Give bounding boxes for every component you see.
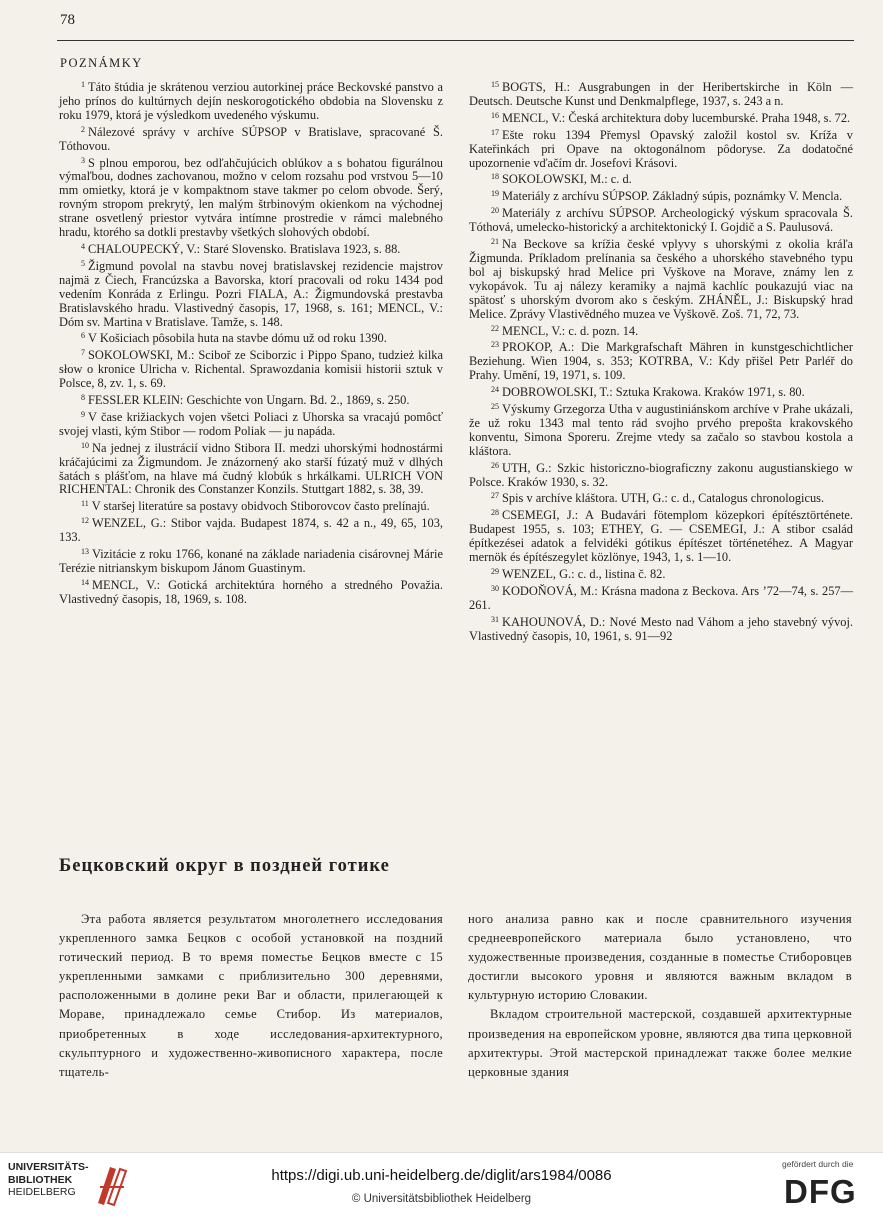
footnote-number: 13	[81, 547, 89, 557]
footnote-number: 3	[81, 155, 85, 165]
footnote-text: Táto štúdia je skrátenou verziou autorkinej práce Beckovské panstvo a jeho prínos do kultúrnych dejín neskorogotického obdobia na Slovensku z roku 1979, ktorá je výsledkom uvedeného výskumu.	[59, 80, 443, 122]
footnote	[469, 322, 853, 339]
footnote-text: CSEMEGI, J.: A Budavári fötemplom közepkori építésztörténete. Budapest 1955, s. 103; ETHEY, G. — CSEMEGI, J.: A stibor család építkezései adatok a felvidéki gótikus építészet történetéhez. A Magyar mernök és építészegylet közlönye, 1943, 1, s. 1—10.	[469, 508, 853, 565]
footnote-number: 14	[81, 577, 89, 587]
dfg-caption: gefördert durch die	[782, 1159, 854, 1169]
footnote-text: CHALOUPECKÝ, V.: Staré Slovensko. Bratislava 1923, s. 88.	[88, 241, 401, 256]
footnote	[469, 400, 853, 459]
footnote	[59, 346, 443, 391]
footnote-text: Žigmund povolal na stavbu novej bratislavskej rezidencie majstrov najmä z Čiech, Francúzska a Bavorska, ktorí pracovali od roku 1434 pod vedením Konráda z Erlingu. Pozri FIALA, A.: Žigmundovská prestavba Bratislavského hradu. Vlastivedný časopis, 17, 1968, s. 161; MENCL, V.: Dóm sv. Martina v Bratislave. Tamže, s. 148.	[59, 258, 443, 329]
article-column-left	[59, 910, 443, 1082]
article-paragraph: ного анализа равно как и после сравнительного изучения среднеевропейского материала было установлено, что художественные произведения, созданные в поместье Стиборовцев достигли высокого уровня и являются важным вкладом в культурную историю Словакии.	[468, 912, 852, 1003]
footnote-text: V Košiciach pôsobila huta na stavbe dómu už od roku 1390.	[88, 331, 387, 346]
footnote	[469, 565, 853, 582]
footnote-text: MENCL, V.: Česká architektura doby lucemburské. Praha 1948, s. 72.	[502, 110, 851, 125]
footnote	[59, 439, 443, 498]
footnote-number: 11	[81, 499, 89, 509]
footnote	[59, 329, 443, 346]
footnote-text: DOBROWOLSKI, T.: Sztuka Krakowa. Kraków 1971, s. 80.	[502, 385, 805, 400]
footnote-text: S plnou emporou, bez odľahčujúcich oblúkov a s bohatou figurálnou výmaľbou, dodnes zachovanou, možno v celom rozsahu pod vrstvou 5—10 mm omietky, ktorá je v kompaktnom stave takmer po celom obvode. Šerý, rovným stropom prekrytý, len malým štrbinovým okienkom na východnej strane osvetlený priestor vytvára intímne prostredie v rámci malebného hradu, ktorého sa dotkli prestavby všetkých slohových období.	[59, 155, 443, 240]
footnote-text: Na Beckove sa krížia české vplyvy s uhorskými z okolia kráľa Žigmunda. Príkladom prelínania sa českého a uhorského stavebného typu bol aj biskupský hrad Melice pri Vyškove na Morave, známy len z vykopávok. Tu aj nálezy keramiky a najmä kachlíc poukazujú viac na spätosť s uhorským dvorom ako s českým. ZHÁNĚL, J.: Biskupský hrad Melice. Zprávy Vlastivědného muzea ve Vyškově. Zoš. 71, 72, 73.	[469, 237, 853, 321]
footnote-number: 15	[491, 80, 499, 89]
footnote-text: SOKOLOWSKI, M.: Sciboř ze Sciborzic i Pippo Spano, tudzież kilka słow o kronice Ulricha v. Richental. Sprawozdania komisii historii sztuk v Polsce, 8, zv. 1, s. 69.	[59, 348, 443, 391]
footnote-text: Ešte roku 1394 Přemysl Opavský založil kostol sv. Kríža v Kateřinkách pri Opave na oktogonálnom pôdoryse. Za dodatočné upozornenie vďačím dr. Josefovi Krásovi.	[469, 127, 853, 170]
footnote	[59, 391, 443, 408]
footnote	[469, 582, 853, 613]
notes-column-left	[59, 78, 443, 607]
copyright-notice: © Universitätsbibliothek Heidelberg	[351, 1193, 532, 1205]
notes-column-right	[469, 78, 853, 644]
footnote	[469, 204, 853, 235]
footnote-number: 5	[81, 258, 85, 268]
library-name-line-1: UNIVERSITÄTS-	[8, 1161, 89, 1173]
footnote-text: Materiály z archívu SÚPSOP. Archeologický výskum spracovala Š. Tóthová, umelecko-historický a architektonický I. Gojdič a S. Paulusová.	[469, 206, 853, 235]
footnote-number: 9	[81, 409, 85, 419]
dfg-logo: DFG	[784, 1173, 857, 1210]
footnote-text: Nálezové správy v archíve SÚPSOP v Bratislave, spracované Š. Tóthovou.	[59, 124, 443, 153]
page-number: 78	[60, 12, 75, 28]
footnote-text: V staršej literatúre sa postavy obidvoch Stiborovcov často prelínajú.	[91, 499, 430, 514]
footer-bar	[0, 1152, 883, 1219]
footnote-text: MENCL, V.: c. d. pozn. 14.	[502, 323, 639, 338]
footnote	[59, 514, 443, 545]
footnote	[469, 613, 853, 644]
footnote-number: 30	[491, 583, 499, 593]
footnote-number: 27	[491, 491, 499, 501]
footnote-number: 22	[491, 323, 499, 333]
footnote-text: Materiály z archívu SÚPSOP. Základný súpis, poznámky V. Mencla.	[502, 189, 843, 204]
footnote-text: WENZEL, G.: Stibor vajda. Budapest 1874, s. 42 a n., 49, 65, 103, 133.	[59, 516, 443, 545]
footnote-number: 20	[491, 206, 499, 216]
footnote-number: 24	[491, 385, 499, 395]
footnote-text: PROKOP, A.: Die Markgrafschaft Mähren in kunstgeschichtlicher Beziehung. Wien 1904, s. 353; KOTRBA, V.: Kdy přišel Petr Parléř do Prahy. Umění, 19, 1971, s. 109.	[469, 340, 853, 383]
footnote-number: 4	[81, 241, 85, 251]
footnote-number: 8	[81, 393, 85, 403]
footnote-number: 2	[81, 124, 85, 134]
footnote	[469, 235, 853, 321]
article-column-right	[468, 910, 852, 1082]
footnote-text: Na jednej z ilustrácií vidno Stibora II. medzi uhorskými hodnostármi kráčajúcimi za Žigmundom. Je znázornený ako starší fúzatý muž v dlhých šatách s plášťom, na hlave má čudný klobúk s hrkálkami. ULRICH VON RICHENTAL: Chronik des Constanzer Konzils. Stuttgart 1882, s. 38, 39.	[59, 440, 443, 497]
header-rule	[57, 40, 854, 41]
footnote	[469, 126, 853, 171]
footnote-number: 25	[491, 402, 499, 412]
footnote-text: FESSLER KLEIN: Geschichte von Ungarn. Bd. 2., 1869, s. 250.	[88, 393, 410, 408]
footnote-number: 26	[491, 460, 499, 470]
footnote	[469, 78, 853, 109]
footnote	[59, 576, 443, 607]
footnote-text: BOGTS, H.: Ausgrabungen in der Heribertskirche in Köln — Deutsch. Deutsche Kunst und Denkmalpflege, 1937, s. 243 a n.	[469, 80, 853, 108]
footnote	[59, 240, 443, 257]
footnote-number: 12	[81, 516, 89, 526]
footnote	[59, 545, 443, 576]
library-name-line-2: BIBLIOTHEK	[8, 1173, 73, 1186]
footnote-text: KAHOUNOVÁ, D.: Nové Mesto nad Váhom a jeho stavebný vývoj. Vlastivedný časopis, 10, 1961, s. 91—92	[469, 614, 853, 643]
footnote	[469, 459, 853, 490]
footnote-number: 31	[491, 614, 499, 624]
footnote	[59, 408, 443, 439]
footnote-number: 1	[81, 80, 85, 89]
footnote-text: KODOŇOVÁ, M.: Krásna madona z Beckova. Ars ’72—74, s. 257—261.	[469, 583, 853, 612]
footnote-number: 28	[491, 508, 499, 518]
footnote-text: Vizitácie z roku 1766, konané na základe nariadenia cisárovnej Márie Terézie nitrianskym biskupom Jánom Guastinym.	[59, 547, 443, 575]
footnote-number: 16	[491, 110, 499, 120]
footnote	[59, 497, 443, 514]
footnote-text: SOKOLOWSKI, M.: c. d.	[502, 172, 632, 187]
article-paragraph: Эта работа является результатом многолетнего исследования укрепленного замка Бецков с особой установкой на поздний готический период. В то время поместье Бецков вместе с 15 укрепленными замками с приблизительно 300 деревнями, расположенными в долине реки Ваг и области, прилегающей к Моравe, принадлежало семье Стибор. Из материалов, приобретенных в ходе исследования-архитектурного, скульптурного и художественно-живописного характера, после тщатель-	[59, 912, 443, 1079]
library-name-line-3: HEIDELBERG	[8, 1186, 76, 1198]
footnote	[59, 154, 443, 240]
footnote	[469, 383, 853, 400]
footnote-number: 17	[491, 127, 499, 137]
footnote-number: 18	[491, 172, 499, 182]
footnote	[59, 78, 443, 123]
notes-heading: POZNÁMKY	[60, 56, 143, 70]
footnote-text: MENCL, V.: Gotická architektúra horného a stredného Považia. Vlastivedný časopis, 18, 1969, s. 108.	[59, 577, 443, 606]
footnote-text: V čase križiackych vojen všetci Poliaci z Uhorska sa vracajú pomôcť svojej vlasti, kým Stibor — rodom Poliak — ju napáda.	[59, 409, 443, 438]
footnote-number: 23	[491, 340, 499, 350]
footnote	[469, 338, 853, 383]
footnote-number: 19	[491, 189, 499, 199]
footnote-number: 7	[81, 348, 85, 358]
article-paragraph: Вкладом строительной мастерской, создавшей архитектурные произведения на европейском уровне, являются два типа церковной архитектуры. Этой мастерской принадлежат также более мелкие церковные здания	[468, 1007, 852, 1079]
footnote-text: UTH, G.: Szkic historiczno-biograficzny zakonu augustianskiego w Polsce. Kraków 1930, s. 32.	[469, 460, 853, 489]
dfg-block[interactable]	[782, 1159, 874, 1215]
document-url[interactable]: https://digi.ub.uni-heidelberg.de/diglit/ars1984/0086	[271, 1167, 612, 1184]
footnote-number: 29	[491, 567, 499, 576]
footnote	[469, 506, 853, 565]
footnote-number: 21	[491, 237, 499, 247]
footnote	[469, 170, 853, 187]
footnote-text: WENZEL, G.: c. d., listina č. 82.	[502, 567, 666, 581]
footnote	[59, 123, 443, 154]
footnote	[59, 257, 443, 330]
footnote-number: 6	[81, 331, 85, 341]
footnote	[469, 109, 853, 126]
footnote-number: 10	[81, 440, 89, 450]
article-title: Бецковский округ в поздней готике	[59, 856, 390, 876]
footnote	[469, 187, 853, 204]
footnote	[469, 489, 853, 506]
footnote-text: Spis v archíve kláštora. UTH, G.: c. d., Catalogus chronologicus.	[502, 491, 825, 506]
footnote-text: Výskumy Grzegorza Utha v augustiniánskom archíve v Prahe ukázali, že už roku 1343 mal tento rád svojho prvého prepošta krakovského konventu, Simona Sporeru. Zrejme vtedy sa začalo so stavbou kostola a kláštora.	[469, 402, 853, 458]
